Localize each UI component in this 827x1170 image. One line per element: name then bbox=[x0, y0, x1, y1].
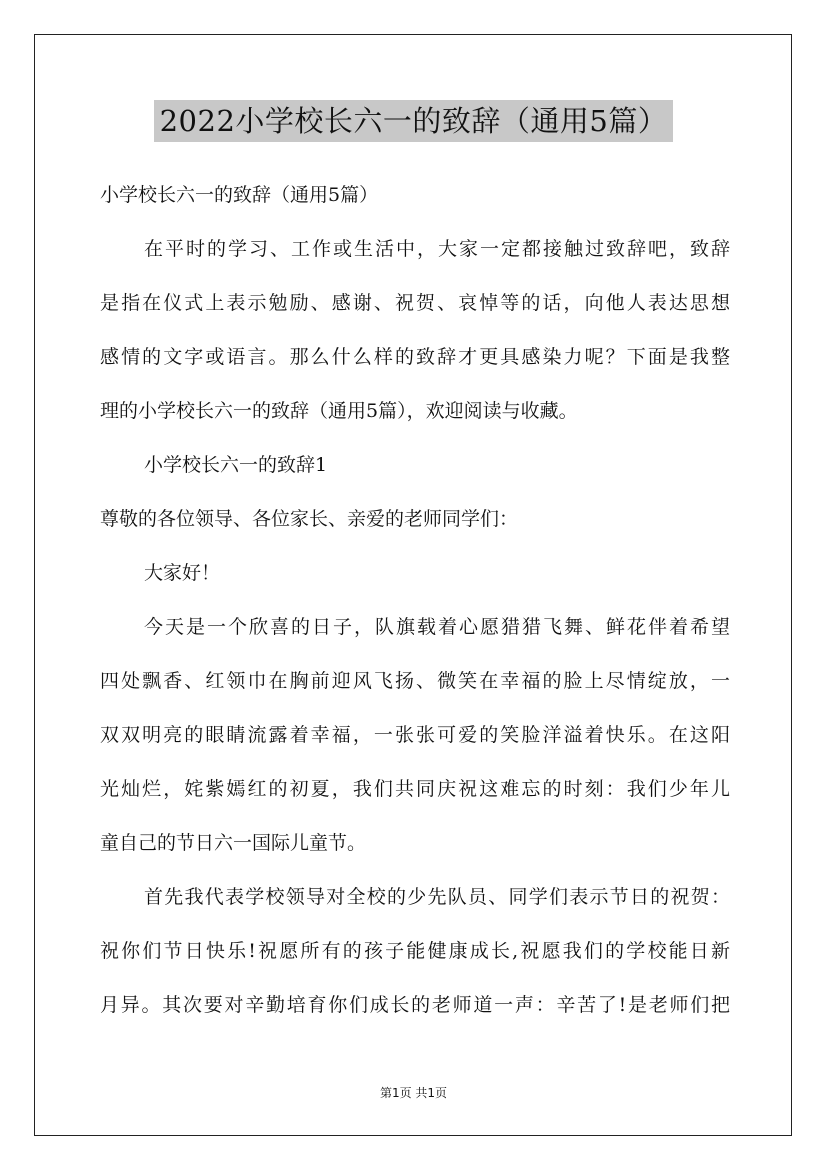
paragraph-line: 童自己的节日六一国际儿童节。 bbox=[100, 832, 367, 854]
document-title: 2022小学校长六一的致辞（通用5篇） bbox=[154, 100, 674, 142]
page-footer: 第1页 共1页 bbox=[379, 1086, 448, 1100]
paragraph-line: 双双明亮的眼睛流露着幸福，一张张可爱的笑脸洋溢着快乐。在这阳 bbox=[100, 724, 730, 746]
salutation-line: 尊敬的各位领导、各位家长、亲爱的老师同学们： bbox=[100, 508, 519, 530]
paragraph-line: 光灿烂，姹紫嫣红的初夏，我们共同庆祝这难忘的时刻：我们少年儿 bbox=[100, 778, 730, 800]
section-heading: 小学校长六一的致辞1 bbox=[144, 454, 328, 476]
paragraph-line: 祝你们节日快乐!祝愿所有的孩子能健康成长,祝愿我们的学校能日新 bbox=[100, 940, 730, 962]
paragraph-line: 今天是一个欣喜的日子，队旗载着心愿猎猎飞舞、鲜花伴着希望 bbox=[144, 616, 730, 638]
title-wrap bbox=[0, 100, 827, 142]
paragraph-line: 是指在仪式上表示勉励、感谢、祝贺、哀悼等的话，向他人表达思想 bbox=[100, 292, 730, 314]
greeting-line: 大家好！ bbox=[144, 562, 221, 584]
subtitle-line: 小学校长六一的致辞（通用5篇） bbox=[100, 184, 379, 206]
paragraph-line: 感情的文字或语言。那么什么样的致辞才更具感染力呢？下面是我整 bbox=[100, 346, 730, 368]
paragraph-line: 四处飘香、红领巾在胸前迎风飞扬、微笑在幸福的脸上尽情绽放，一 bbox=[100, 670, 730, 692]
paragraph-line: 月异。其次要对辛勤培育你们成长的老师道一声：辛苦了!是老师们把 bbox=[100, 994, 730, 1016]
paragraph-line: 理的小学校长六一的致辞（通用5篇），欢迎阅读与收藏。 bbox=[100, 400, 578, 422]
paragraph-line: 在平时的学习、工作或生活中，大家一定都接触过致辞吧，致辞 bbox=[144, 238, 730, 260]
paragraph-line: 首先我代表学校领导对全校的少先队员、同学们表示节日的祝贺： bbox=[144, 886, 730, 908]
document-body bbox=[100, 168, 730, 1032]
